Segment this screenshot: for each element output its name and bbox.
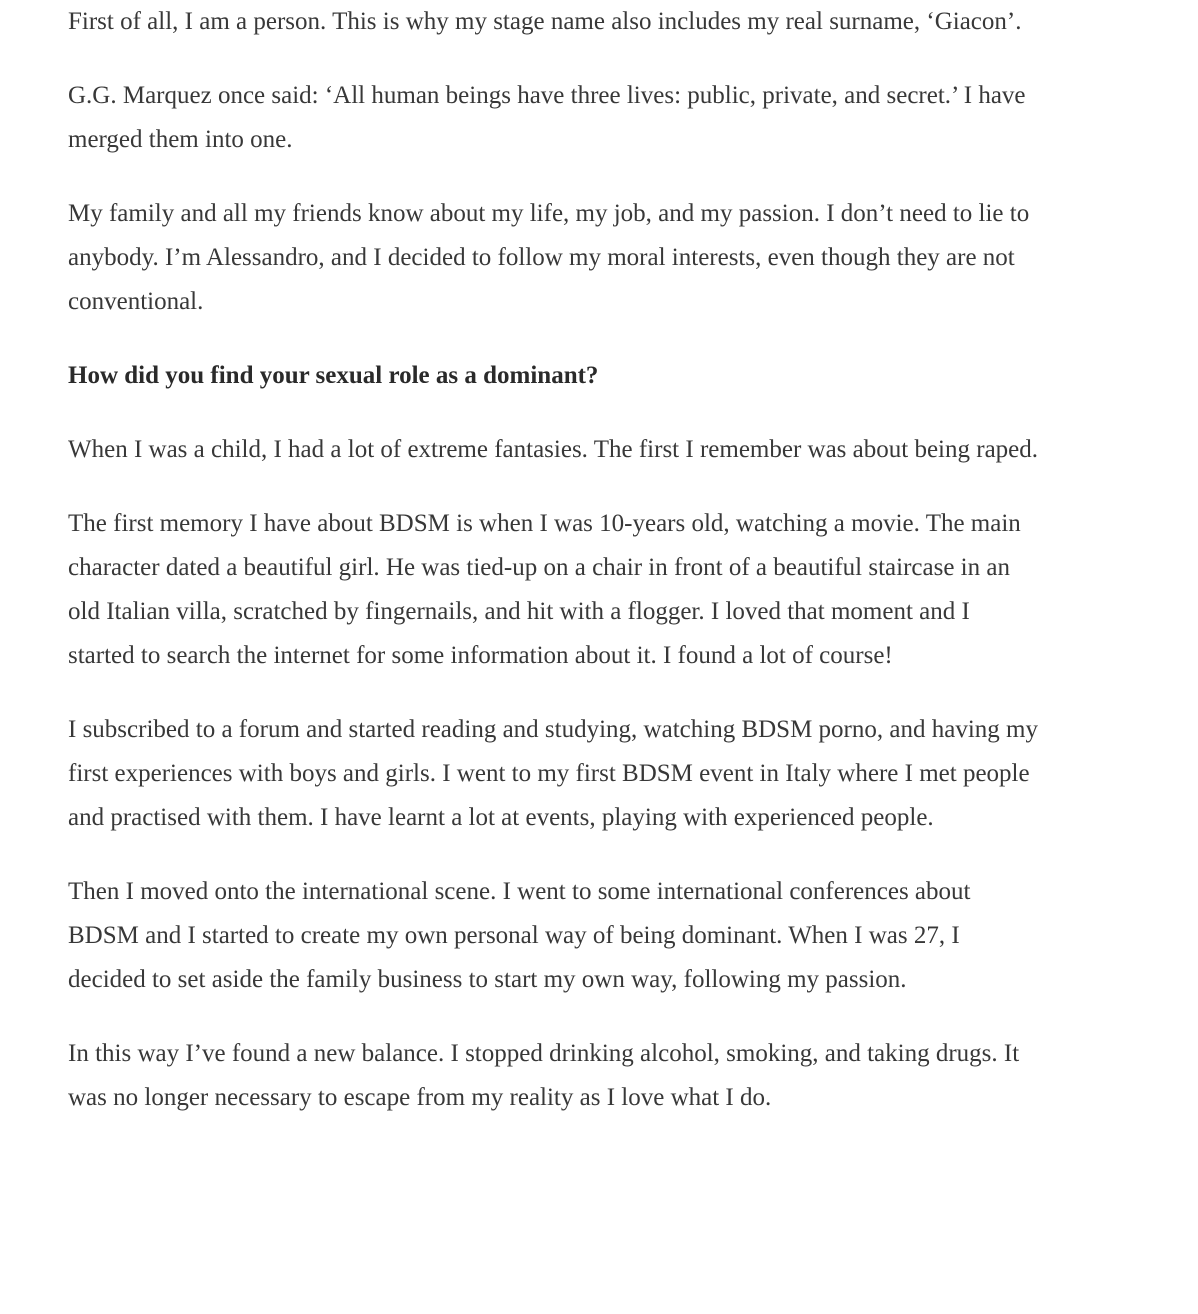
article-paragraph: I subscribed to a forum and started reading and studying, watching BDSM porno, and having my first experiences with boys and girls. I went to my first BDSM event in Italy where I met people and practised with them. I have learnt a lot at events, playing with experienced people.	[68, 716, 1038, 831]
article-paragraph: G.G. Marquez once said: ‘All human beings have three lives: public, private, and secret.’ I have merged them into one.	[68, 82, 1026, 153]
article-paragraph: The first memory I have about BDSM is when I was 10-years old, watching a movie. The main character dated a beautiful girl. He was tied-up on a chair in front of a beautiful staircase in an old Italian villa, scratched by fingernails, and hit with a flogger. I loved that moment and I started to search the internet for some information about it. I found a lot of course!	[68, 510, 1021, 669]
article-paragraph: Then I moved onto the international scene. I went to some international conferences about BDSM and I started to create my own personal way of being dominant. When I was 27, I decided to set aside the family business to start my own way, following my passion.	[68, 878, 971, 993]
article-paragraph: First of all, I am a person. This is why my stage name also includes my real surname, ‘Giacon’.	[68, 8, 1022, 35]
article-body	[68, 0, 1038, 1150]
article-paragraph: In this way I’ve found a new balance. I stopped drinking alcohol, smoking, and taking drugs. It was no longer necessary to escape from my reality as I love what I do.	[68, 1040, 1020, 1111]
article-paragraph: My family and all my friends know about my life, my job, and my passion. I don’t need to lie to anybody. I’m Alessandro, and I decided to follow my moral interests, even though they are not conventional.	[68, 200, 1030, 315]
interview-question: How did you find your sexual role as a dominant?	[68, 362, 599, 389]
article-paragraph: When I was a child, I had a lot of extreme fantasies. The first I remember was about being raped.	[68, 436, 1039, 463]
